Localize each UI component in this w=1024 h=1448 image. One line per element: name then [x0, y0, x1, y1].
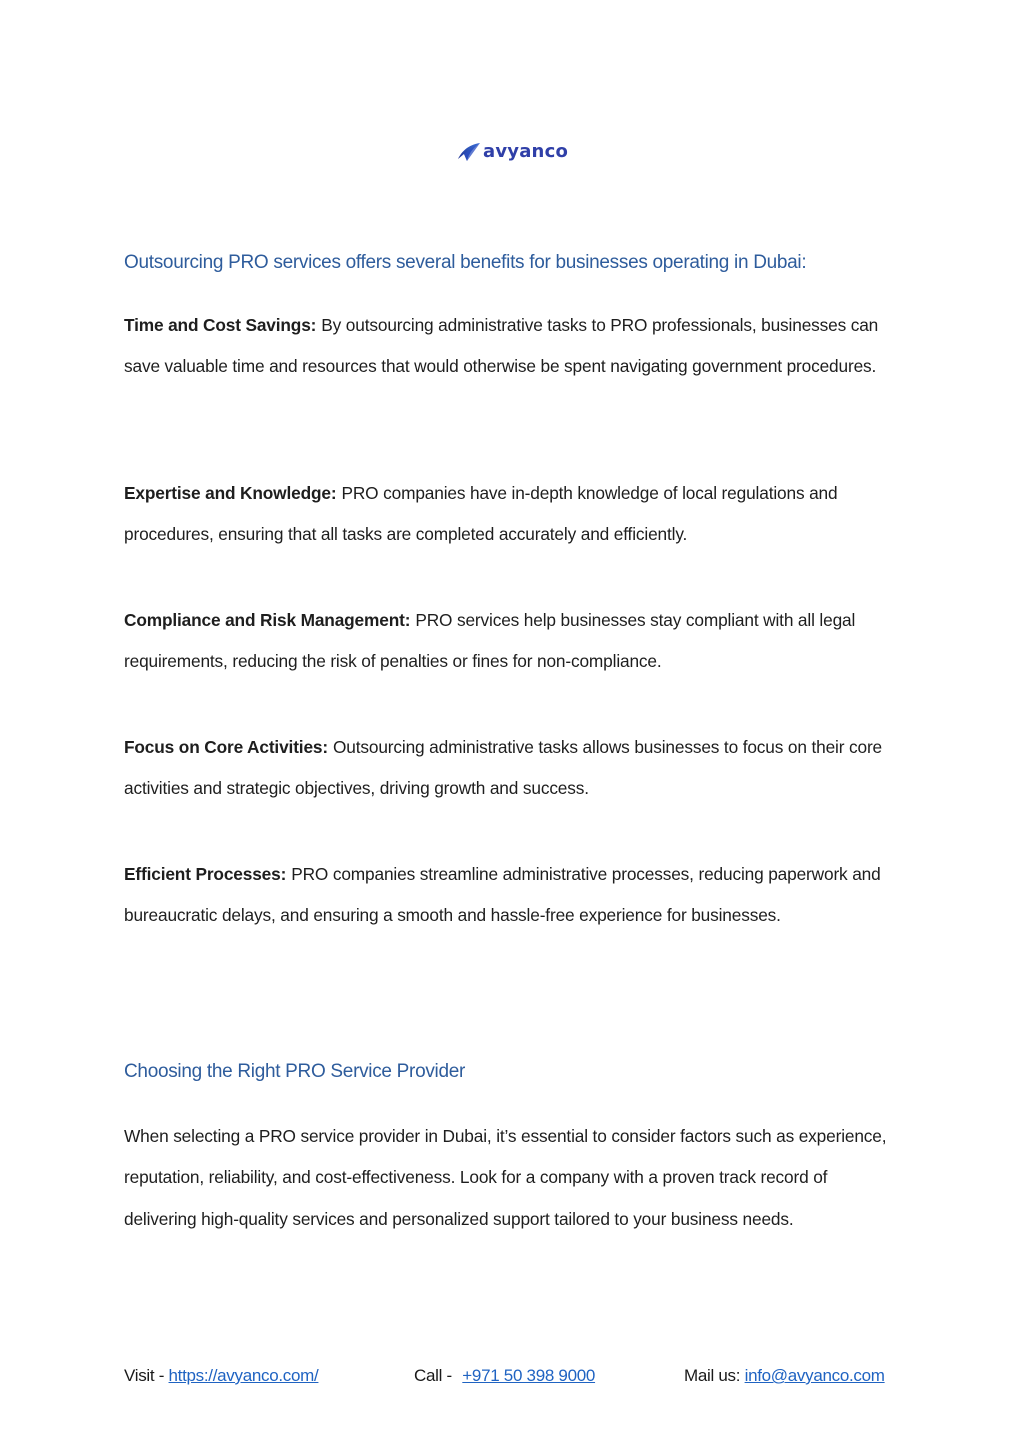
section-heading-provider: Choosing the Right PRO Service Provider [124, 1061, 466, 1082]
benefit-paragraph [124, 600, 894, 683]
paper-plane-swoosh-icon [456, 139, 482, 165]
benefit-term: Expertise and Knowledge: [124, 483, 337, 503]
footer-mail-label: Mail us: [684, 1366, 745, 1385]
email-link[interactable]: info@avyanco.com [744, 1366, 885, 1385]
benefit-term: Focus on Core Activities: [124, 737, 328, 757]
brand-logo [456, 138, 568, 166]
benefit-paragraph [124, 854, 894, 937]
footer-call [414, 1363, 595, 1389]
benefit-paragraph [124, 473, 894, 556]
section-heading-benefits: Outsourcing PRO services offers several benefits for businesses operating in Dubai: [124, 252, 807, 273]
benefit-term: Time and Cost Savings: [124, 315, 317, 335]
benefit-text: Outsourcing administrative tasks allows businesses to focus on their core activities and strategic objectives, driving growth and success. [124, 737, 883, 799]
phone-link[interactable]: +971 50 398 9000 [462, 1366, 596, 1385]
footer-visit-label: Visit - [124, 1366, 169, 1385]
benefit-term: Efficient Processes: [124, 864, 287, 884]
benefit-text: PRO companies streamline administrative processes, reducing paperwork and bureaucratic delays, and ensuring a smooth and hassle-free experience for businesses. [124, 864, 881, 926]
footer-visit [124, 1363, 318, 1389]
footer-call-label: Call - [414, 1366, 457, 1385]
provider-paragraph: When selecting a PRO service provider in Dubai, it’s essential to consider factors such as experience, reputation, reliability, and cost-effectiveness. Look for a company with a proven track record of delivering high-quality services and personalized support tailored to your business needs. [124, 1126, 887, 1229]
benefit-text: PRO services help businesses stay compliant with all legal requirements, reducing the risk of penalties or fines for non-compliance. [124, 610, 856, 672]
footer-mail [684, 1363, 885, 1389]
benefit-paragraph [124, 305, 894, 388]
page-footer [0, 1363, 1024, 1389]
benefit-term: Compliance and Risk Management: [124, 610, 411, 630]
benefit-text: By outsourcing administrative tasks to PRO professionals, businesses can save valuable time and resources that would otherwise be spent navigating government procedures. [124, 315, 879, 377]
logo-wordmark: avyanco [483, 141, 569, 162]
website-link[interactable]: https://avyanco.com/ [168, 1366, 319, 1385]
benefit-paragraph [124, 727, 894, 810]
benefit-text: PRO companies have in-depth knowledge of local regulations and procedures, ensuring that all tasks are completed accurately and efficiently. [124, 483, 838, 545]
